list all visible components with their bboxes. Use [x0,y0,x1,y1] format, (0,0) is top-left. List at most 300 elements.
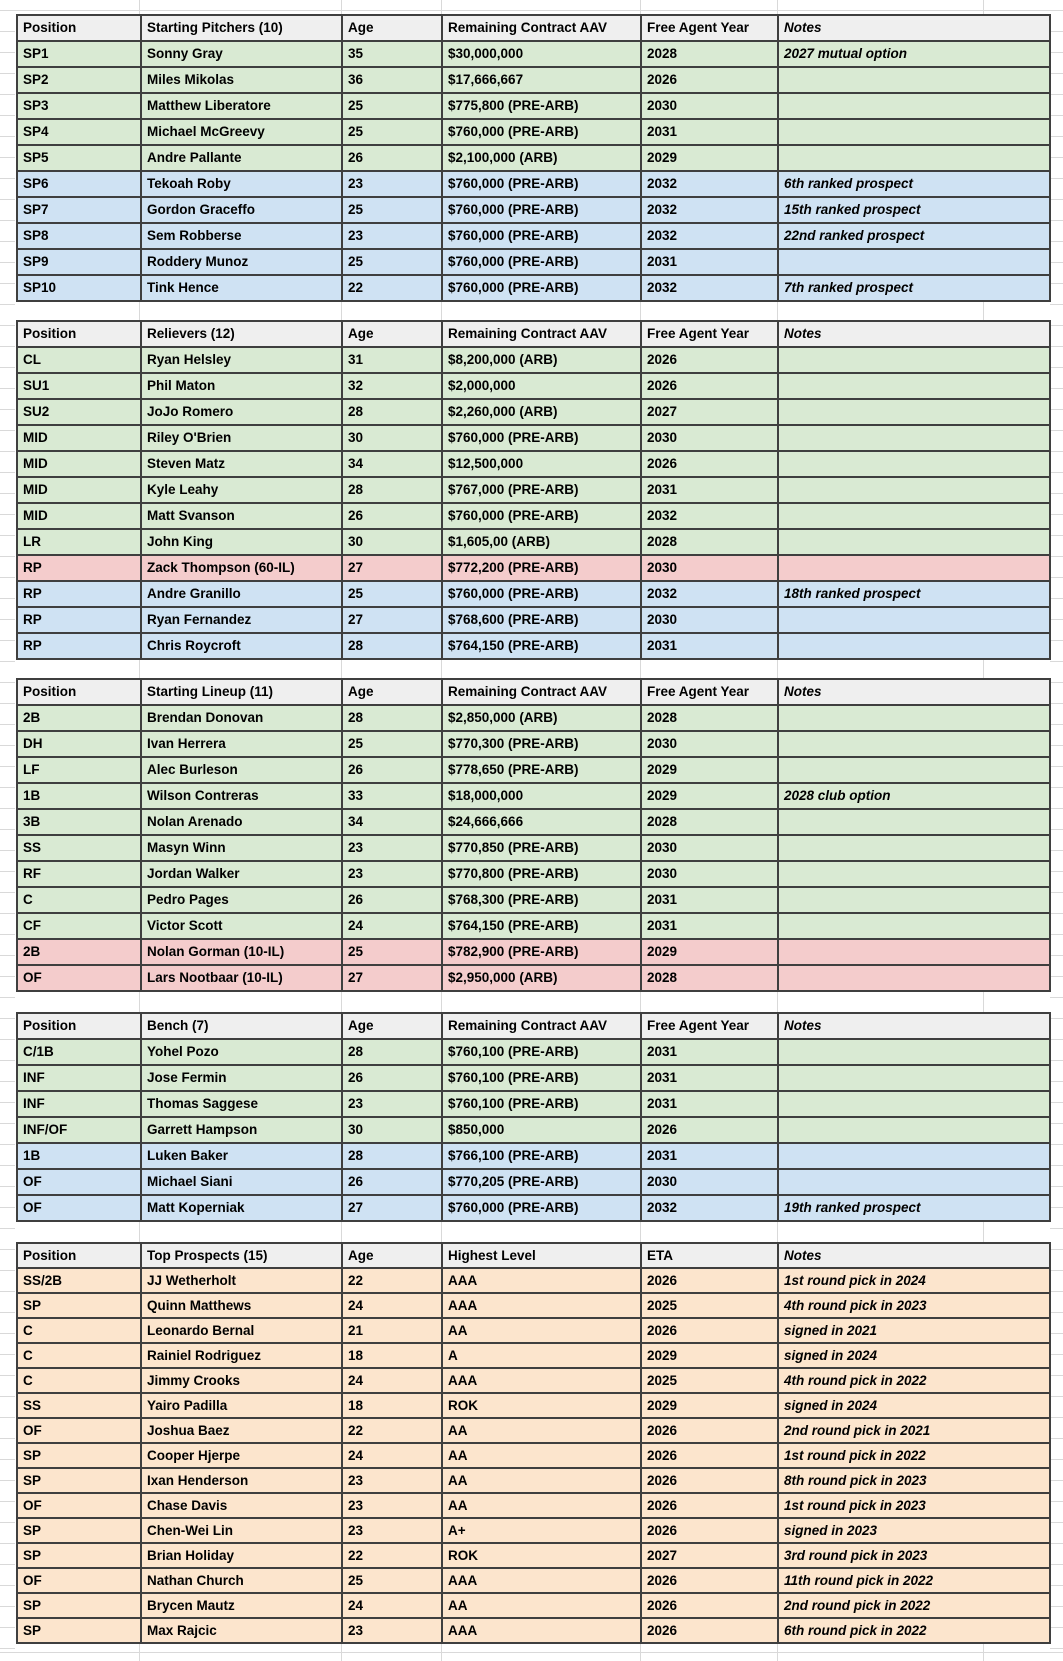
cell-position[interactable]: OF [17,1493,141,1518]
cell-year[interactable]: 2026 [641,451,778,477]
cell-position[interactable]: C/1B [17,1039,141,1065]
cell-notes[interactable] [778,757,1050,783]
cell-name[interactable]: Tekoah Roby [141,171,342,197]
cell-position[interactable]: 1B [17,783,141,809]
cell-notes[interactable]: 2nd round pick in 2021 [778,1418,1050,1443]
cell-notes[interactable] [778,731,1050,757]
cell-value[interactable]: $2,850,000 (ARB) [442,705,641,731]
cell-notes[interactable]: 8th round pick in 2023 [778,1468,1050,1493]
cell-value[interactable]: AAA [442,1368,641,1393]
relievers-header-age[interactable]: Age [342,321,442,347]
cell-position[interactable]: RP [17,633,141,659]
cell-value[interactable]: $760,000 (PRE-ARB) [442,249,641,275]
cell-value[interactable]: $760,000 (PRE-ARB) [442,197,641,223]
cell-value[interactable]: ROK [442,1393,641,1418]
cell-year[interactable]: 2029 [641,783,778,809]
starting-lineup-header-name[interactable]: Starting Lineup (11) [141,679,342,705]
cell-age[interactable]: 22 [342,1268,442,1293]
cell-year[interactable]: 2026 [641,1268,778,1293]
cell-year[interactable]: 2027 [641,399,778,425]
cell-year[interactable]: 2032 [641,1195,778,1221]
cell-name[interactable]: John King [141,529,342,555]
cell-notes[interactable] [778,887,1050,913]
starting-pitchers-header-year[interactable]: Free Agent Year [641,15,778,41]
bench-header-notes[interactable]: Notes [778,1013,1050,1039]
cell-value[interactable]: $770,300 (PRE-ARB) [442,731,641,757]
cell-name[interactable]: Ryan Fernandez [141,607,342,633]
starting-pitchers-header-value[interactable]: Remaining Contract AAV [442,15,641,41]
cell-position[interactable]: SS/2B [17,1268,141,1293]
cell-value[interactable]: $760,100 (PRE-ARB) [442,1065,641,1091]
top-prospects-header-age[interactable]: Age [342,1243,442,1268]
cell-age[interactable]: 27 [342,1195,442,1221]
cell-notes[interactable] [778,1065,1050,1091]
cell-value[interactable]: AAA [442,1293,641,1318]
cell-notes[interactable]: signed in 2024 [778,1393,1050,1418]
cell-age[interactable]: 23 [342,223,442,249]
cell-name[interactable]: Matt Svanson [141,503,342,529]
cell-position[interactable]: MID [17,425,141,451]
cell-notes[interactable] [778,1143,1050,1169]
cell-name[interactable]: Ryan Helsley [141,347,342,373]
cell-notes[interactable] [778,503,1050,529]
cell-notes[interactable]: 4th round pick in 2022 [778,1368,1050,1393]
cell-year[interactable]: 2026 [641,1618,778,1643]
cell-position[interactable]: SP [17,1618,141,1643]
cell-value[interactable]: $770,205 (PRE-ARB) [442,1169,641,1195]
cell-position[interactable]: SP9 [17,249,141,275]
cell-notes[interactable] [778,633,1050,659]
cell-position[interactable]: OF [17,1418,141,1443]
cell-age[interactable]: 24 [342,913,442,939]
cell-age[interactable]: 23 [342,1518,442,1543]
cell-year[interactable]: 2029 [641,1343,778,1368]
cell-age[interactable]: 25 [342,939,442,965]
cell-value[interactable]: $760,000 (PRE-ARB) [442,119,641,145]
cell-value[interactable]: $760,000 (PRE-ARB) [442,503,641,529]
cell-name[interactable]: Matthew Liberatore [141,93,342,119]
cell-year[interactable]: 2030 [641,555,778,581]
cell-value[interactable]: $760,000 (PRE-ARB) [442,275,641,301]
cell-value[interactable]: AA [442,1418,641,1443]
cell-name[interactable]: Gordon Graceffo [141,197,342,223]
cell-value[interactable]: AA [442,1318,641,1343]
cell-position[interactable]: SP [17,1518,141,1543]
cell-year[interactable]: 2032 [641,171,778,197]
cell-age[interactable]: 36 [342,67,442,93]
cell-position[interactable]: SS [17,835,141,861]
cell-position[interactable]: SP8 [17,223,141,249]
cell-year[interactable]: 2031 [641,887,778,913]
cell-name[interactable]: Phil Maton [141,373,342,399]
cell-name[interactable]: Max Rajcic [141,1618,342,1643]
cell-year[interactable]: 2031 [641,249,778,275]
cell-position[interactable]: RF [17,861,141,887]
cell-name[interactable]: Brycen Mautz [141,1593,342,1618]
cell-year[interactable]: 2032 [641,581,778,607]
cell-name[interactable]: Cooper Hjerpe [141,1443,342,1468]
cell-notes[interactable]: 1st round pick in 2022 [778,1443,1050,1468]
cell-age[interactable]: 28 [342,1039,442,1065]
cell-age[interactable]: 24 [342,1443,442,1468]
cell-year[interactable]: 2026 [641,347,778,373]
cell-name[interactable]: Victor Scott [141,913,342,939]
cell-name[interactable]: Rainiel Rodriguez [141,1343,342,1368]
cell-age[interactable]: 26 [342,503,442,529]
cell-age[interactable]: 30 [342,529,442,555]
starting-lineup-header-age[interactable]: Age [342,679,442,705]
cell-age[interactable]: 31 [342,347,442,373]
cell-name[interactable]: Roddery Munoz [141,249,342,275]
cell-age[interactable]: 23 [342,835,442,861]
cell-year[interactable]: 2031 [641,913,778,939]
cell-name[interactable]: Joshua Baez [141,1418,342,1443]
cell-notes[interactable] [778,67,1050,93]
starting-pitchers-header-name[interactable]: Starting Pitchers (10) [141,15,342,41]
cell-notes[interactable] [778,399,1050,425]
cell-age[interactable]: 22 [342,1543,442,1568]
cell-name[interactable]: Andre Pallante [141,145,342,171]
cell-value[interactable]: $764,150 (PRE-ARB) [442,633,641,659]
cell-age[interactable]: 25 [342,1568,442,1593]
cell-age[interactable]: 33 [342,783,442,809]
cell-name[interactable]: Chris Roycroft [141,633,342,659]
cell-notes[interactable]: signed in 2023 [778,1518,1050,1543]
cell-value[interactable]: AAA [442,1568,641,1593]
cell-age[interactable]: 26 [342,887,442,913]
starting-lineup-header-position[interactable]: Position [17,679,141,705]
cell-position[interactable]: INF [17,1065,141,1091]
cell-name[interactable]: Lars Nootbaar (10-IL) [141,965,342,991]
cell-name[interactable]: Chase Davis [141,1493,342,1518]
cell-position[interactable]: SP10 [17,275,141,301]
starting-lineup-header-notes[interactable]: Notes [778,679,1050,705]
cell-age[interactable]: 28 [342,1143,442,1169]
cell-notes[interactable]: 4th round pick in 2023 [778,1293,1050,1318]
cell-notes[interactable] [778,119,1050,145]
cell-value[interactable]: $760,000 (PRE-ARB) [442,1195,641,1221]
cell-value[interactable]: $768,300 (PRE-ARB) [442,887,641,913]
cell-notes[interactable]: 6th ranked prospect [778,171,1050,197]
cell-value[interactable]: A+ [442,1518,641,1543]
relievers-header-position[interactable]: Position [17,321,141,347]
cell-age[interactable]: 23 [342,1468,442,1493]
cell-name[interactable]: JJ Wetherholt [141,1268,342,1293]
cell-position[interactable]: SP [17,1468,141,1493]
bench-header-year[interactable]: Free Agent Year [641,1013,778,1039]
cell-name[interactable]: Thomas Saggese [141,1091,342,1117]
cell-year[interactable]: 2026 [641,1493,778,1518]
cell-year[interactable]: 2032 [641,223,778,249]
cell-name[interactable]: Jimmy Crooks [141,1368,342,1393]
cell-name[interactable]: Sem Robberse [141,223,342,249]
cell-year[interactable]: 2026 [641,1568,778,1593]
cell-value[interactable]: $760,000 (PRE-ARB) [442,223,641,249]
cell-year[interactable]: 2029 [641,939,778,965]
cell-notes[interactable] [778,705,1050,731]
cell-position[interactable]: C [17,887,141,913]
cell-notes[interactable]: 18th ranked prospect [778,581,1050,607]
relievers-header-value[interactable]: Remaining Contract AAV [442,321,641,347]
cell-notes[interactable] [778,93,1050,119]
cell-value[interactable]: $760,000 (PRE-ARB) [442,425,641,451]
cell-name[interactable]: Quinn Matthews [141,1293,342,1318]
cell-year[interactable]: 2028 [641,809,778,835]
cell-position[interactable]: RP [17,607,141,633]
cell-year[interactable]: 2031 [641,1143,778,1169]
cell-position[interactable]: SS [17,1393,141,1418]
cell-year[interactable]: 2025 [641,1368,778,1393]
cell-notes[interactable] [778,1091,1050,1117]
cell-position[interactable]: SU2 [17,399,141,425]
top-prospects-header-name[interactable]: Top Prospects (15) [141,1243,342,1268]
cell-name[interactable]: Garrett Hampson [141,1117,342,1143]
relievers-header-name[interactable]: Relievers (12) [141,321,342,347]
cell-position[interactable]: SP6 [17,171,141,197]
top-prospects-header-value[interactable]: Highest Level [442,1243,641,1268]
cell-position[interactable]: LF [17,757,141,783]
cell-year[interactable]: 2032 [641,275,778,301]
cell-name[interactable]: Andre Granillo [141,581,342,607]
cell-year[interactable]: 2026 [641,1117,778,1143]
cell-position[interactable]: INF [17,1091,141,1117]
cell-value[interactable]: AA [442,1468,641,1493]
cell-age[interactable]: 25 [342,581,442,607]
cell-notes[interactable] [778,145,1050,171]
cell-value[interactable]: $30,000,000 [442,41,641,67]
cell-value[interactable]: AA [442,1493,641,1518]
cell-age[interactable]: 23 [342,861,442,887]
bench-header-name[interactable]: Bench (7) [141,1013,342,1039]
cell-value[interactable]: ROK [442,1543,641,1568]
starting-lineup-header-value[interactable]: Remaining Contract AAV [442,679,641,705]
cell-age[interactable]: 25 [342,93,442,119]
cell-name[interactable]: Masyn Winn [141,835,342,861]
cell-age[interactable]: 18 [342,1343,442,1368]
cell-notes[interactable] [778,555,1050,581]
cell-year[interactable]: 2026 [641,1518,778,1543]
cell-name[interactable]: Nolan Arenado [141,809,342,835]
cell-year[interactable]: 2030 [641,731,778,757]
starting-pitchers-header-age[interactable]: Age [342,15,442,41]
cell-value[interactable]: $760,000 (PRE-ARB) [442,581,641,607]
cell-notes[interactable]: 11th round pick in 2022 [778,1568,1050,1593]
cell-notes[interactable]: 1st round pick in 2024 [778,1268,1050,1293]
cell-notes[interactable]: signed in 2021 [778,1318,1050,1343]
cell-age[interactable]: 28 [342,399,442,425]
cell-year[interactable]: 2030 [641,93,778,119]
cell-position[interactable]: RP [17,581,141,607]
cell-age[interactable]: 23 [342,171,442,197]
cell-year[interactable]: 2030 [641,425,778,451]
relievers-header-year[interactable]: Free Agent Year [641,321,778,347]
cell-year[interactable]: 2026 [641,1443,778,1468]
cell-year[interactable]: 2029 [641,145,778,171]
cell-name[interactable]: Jordan Walker [141,861,342,887]
cell-position[interactable]: SP1 [17,41,141,67]
cell-year[interactable]: 2030 [641,607,778,633]
cell-year[interactable]: 2027 [641,1543,778,1568]
cell-age[interactable]: 28 [342,477,442,503]
cell-value[interactable]: AAA [442,1268,641,1293]
cell-value[interactable]: $768,600 (PRE-ARB) [442,607,641,633]
cell-notes[interactable]: 22nd ranked prospect [778,223,1050,249]
cell-position[interactable]: SP [17,1443,141,1468]
starting-pitchers-header-notes[interactable]: Notes [778,15,1050,41]
cell-age[interactable]: 35 [342,41,442,67]
cell-year[interactable]: 2026 [641,1318,778,1343]
cell-age[interactable]: 24 [342,1368,442,1393]
cell-notes[interactable] [778,425,1050,451]
cell-name[interactable]: Tink Hence [141,275,342,301]
cell-age[interactable]: 34 [342,451,442,477]
cell-name[interactable]: Miles Mikolas [141,67,342,93]
top-prospects-header-year[interactable]: ETA [641,1243,778,1268]
cell-age[interactable]: 25 [342,249,442,275]
cell-value[interactable]: $18,000,000 [442,783,641,809]
cell-age[interactable]: 26 [342,1065,442,1091]
cell-position[interactable]: C [17,1318,141,1343]
cell-year[interactable]: 2028 [641,41,778,67]
cell-value[interactable]: $772,200 (PRE-ARB) [442,555,641,581]
cell-value[interactable]: $782,900 (PRE-ARB) [442,939,641,965]
cell-notes[interactable]: 2nd round pick in 2022 [778,1593,1050,1618]
cell-year[interactable]: 2026 [641,1468,778,1493]
cell-name[interactable]: Ivan Herrera [141,731,342,757]
cell-notes[interactable]: signed in 2024 [778,1343,1050,1368]
cell-age[interactable]: 24 [342,1293,442,1318]
cell-name[interactable]: Jose Fermin [141,1065,342,1091]
cell-age[interactable]: 26 [342,757,442,783]
cell-notes[interactable] [778,607,1050,633]
cell-value[interactable]: $2,100,000 (ARB) [442,145,641,171]
cell-notes[interactable]: 2027 mutual option [778,41,1050,67]
cell-year[interactable]: 2026 [641,1593,778,1618]
cell-position[interactable]: OF [17,1195,141,1221]
bench-header-position[interactable]: Position [17,1013,141,1039]
cell-position[interactable]: CF [17,913,141,939]
cell-position[interactable]: 1B [17,1143,141,1169]
cell-name[interactable]: Kyle Leahy [141,477,342,503]
cell-value[interactable]: AAA [442,1618,641,1643]
cell-name[interactable]: Michael McGreevy [141,119,342,145]
cell-position[interactable]: SU1 [17,373,141,399]
cell-value[interactable]: $766,100 (PRE-ARB) [442,1143,641,1169]
starting-lineup-header-year[interactable]: Free Agent Year [641,679,778,705]
cell-name[interactable]: Nathan Church [141,1568,342,1593]
cell-name[interactable]: Chen-Wei Lin [141,1518,342,1543]
starting-pitchers-header-position[interactable]: Position [17,15,141,41]
cell-name[interactable]: JoJo Romero [141,399,342,425]
cell-year[interactable]: 2026 [641,1418,778,1443]
cell-position[interactable]: SP4 [17,119,141,145]
cell-value[interactable]: AA [442,1593,641,1618]
cell-notes[interactable] [778,451,1050,477]
cell-notes[interactable] [778,1039,1050,1065]
cell-notes[interactable] [778,347,1050,373]
cell-name[interactable]: Sonny Gray [141,41,342,67]
cell-position[interactable]: INF/OF [17,1117,141,1143]
cell-value[interactable]: $775,800 (PRE-ARB) [442,93,641,119]
cell-value[interactable]: A [442,1343,641,1368]
cell-year[interactable]: 2030 [641,861,778,887]
cell-year[interactable]: 2026 [641,67,778,93]
cell-name[interactable]: Brendan Donovan [141,705,342,731]
cell-age[interactable]: 32 [342,373,442,399]
cell-position[interactable]: 2B [17,705,141,731]
cell-value[interactable]: $2,950,000 (ARB) [442,965,641,991]
bench-header-value[interactable]: Remaining Contract AAV [442,1013,641,1039]
cell-age[interactable]: 24 [342,1593,442,1618]
cell-notes[interactable] [778,861,1050,887]
cell-name[interactable]: Pedro Pages [141,887,342,913]
cell-notes[interactable] [778,939,1050,965]
cell-value[interactable]: $760,100 (PRE-ARB) [442,1091,641,1117]
cell-age[interactable]: 26 [342,1169,442,1195]
cell-notes[interactable] [778,373,1050,399]
cell-age[interactable]: 27 [342,555,442,581]
cell-name[interactable]: Ixan Henderson [141,1468,342,1493]
cell-name[interactable]: Wilson Contreras [141,783,342,809]
cell-year[interactable]: 2029 [641,1393,778,1418]
cell-age[interactable]: 27 [342,607,442,633]
cell-value[interactable]: AA [442,1443,641,1468]
cell-name[interactable]: Alec Burleson [141,757,342,783]
cell-year[interactable]: 2032 [641,503,778,529]
cell-age[interactable]: 18 [342,1393,442,1418]
cell-position[interactable]: SP [17,1593,141,1618]
cell-value[interactable]: $767,000 (PRE-ARB) [442,477,641,503]
cell-age[interactable]: 26 [342,145,442,171]
cell-position[interactable]: SP [17,1543,141,1568]
cell-age[interactable]: 27 [342,965,442,991]
cell-position[interactable]: SP [17,1293,141,1318]
cell-position[interactable]: 3B [17,809,141,835]
cell-notes[interactable] [778,477,1050,503]
top-prospects-header-notes[interactable]: Notes [778,1243,1050,1268]
cell-age[interactable]: 23 [342,1091,442,1117]
cell-year[interactable]: 2031 [641,1091,778,1117]
cell-position[interactable]: RP [17,555,141,581]
cell-age[interactable]: 30 [342,1117,442,1143]
cell-position[interactable]: LR [17,529,141,555]
cell-notes[interactable] [778,809,1050,835]
cell-name[interactable]: Riley O'Brien [141,425,342,451]
cell-position[interactable]: C [17,1343,141,1368]
cell-value[interactable]: $760,000 (PRE-ARB) [442,171,641,197]
cell-position[interactable]: MID [17,451,141,477]
cell-year[interactable]: 2031 [641,119,778,145]
cell-value[interactable]: $770,850 (PRE-ARB) [442,835,641,861]
cell-year[interactable]: 2028 [641,965,778,991]
cell-notes[interactable] [778,249,1050,275]
cell-name[interactable]: Brian Holiday [141,1543,342,1568]
cell-value[interactable]: $778,650 (PRE-ARB) [442,757,641,783]
cell-notes[interactable]: 15th ranked prospect [778,197,1050,223]
cell-notes[interactable] [778,529,1050,555]
cell-name[interactable]: Nolan Gorman (10-IL) [141,939,342,965]
cell-year[interactable]: 2029 [641,757,778,783]
cell-notes[interactable] [778,1117,1050,1143]
cell-value[interactable]: $760,100 (PRE-ARB) [442,1039,641,1065]
cell-notes[interactable] [778,1169,1050,1195]
cell-year[interactable]: 2032 [641,197,778,223]
cell-year[interactable]: 2031 [641,1039,778,1065]
cell-value[interactable]: $770,800 (PRE-ARB) [442,861,641,887]
cell-year[interactable]: 2031 [641,1065,778,1091]
cell-position[interactable]: SP7 [17,197,141,223]
cell-position[interactable]: CL [17,347,141,373]
